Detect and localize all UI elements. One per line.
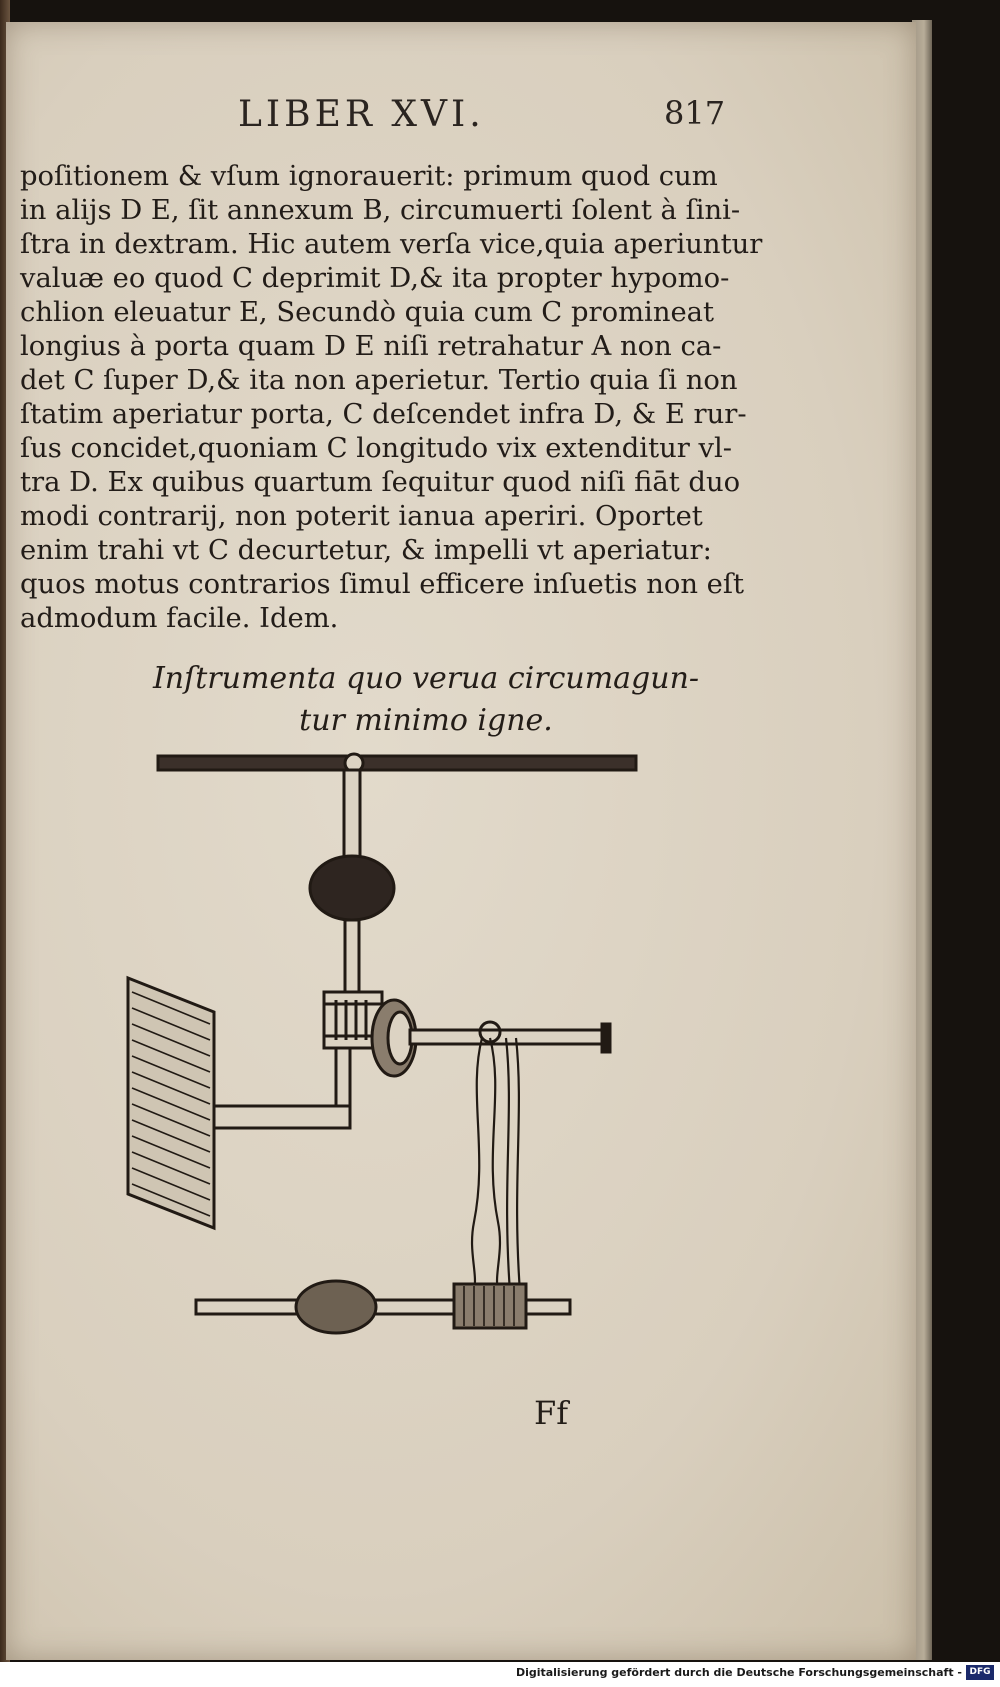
body-text bbox=[20, 160, 763, 636]
text-line: tra D. Ex quibus quartum ſequitur quod niſi fiāt duo bbox=[20, 467, 741, 498]
caption-line: tur minimo igne. bbox=[299, 703, 553, 738]
right-axle bbox=[410, 1030, 606, 1044]
vertical-shaft bbox=[344, 770, 360, 858]
text-line: quos motus contrarios ſimul efficere inſuetis non eſt bbox=[20, 569, 745, 600]
text-line: modi contrarij, non poterit ianua aperiri. Oportet bbox=[20, 501, 703, 532]
chain bbox=[472, 1038, 520, 1292]
text-line: enim trahi vt C decurtetur, & impelli vt aperiatur: bbox=[20, 535, 712, 566]
running-title: LIBER XVI. bbox=[238, 94, 485, 135]
text-line: ſtra in dextram. Hic autem verſa vice,quia aperiuntur bbox=[20, 229, 763, 260]
text-line: poſitionem & vſum ignorauerit: primum quod cum bbox=[20, 161, 718, 192]
caption-line: Inſtrumenta quo verua circumagun- bbox=[152, 661, 700, 696]
footer-credit: Digitalisierung gefördert durch die Deutsche Forschungsgemeinschaft - bbox=[515, 1666, 962, 1679]
text-line: det C ſuper D,& ita non aperietur. Tertio quia ſi non bbox=[20, 365, 738, 396]
text-line: ſus concidet,quoniam C longitudo vix extenditur vl- bbox=[20, 433, 733, 464]
text-line: in alijs D E, ſit annexum B, circumuerti ſolent à ſini- bbox=[20, 195, 741, 226]
text-line: chlion eleuatur E, Secundò quia cum C promineat bbox=[20, 297, 715, 328]
text-line: admodum facile. Idem. bbox=[20, 603, 339, 634]
footer-bar bbox=[0, 1662, 1000, 1687]
book-page bbox=[6, 22, 916, 1660]
figure-caption bbox=[106, 658, 746, 742]
spit-barrel bbox=[296, 1281, 376, 1333]
text-line: longius à porta quam D E niſi retrahatur A non ca- bbox=[20, 331, 722, 362]
top-bar bbox=[158, 756, 636, 770]
dfg-logo: DFG bbox=[966, 1665, 994, 1680]
vane bbox=[310, 856, 394, 920]
grill-plate bbox=[128, 978, 214, 1228]
page-number: 817 bbox=[664, 94, 726, 132]
page-header bbox=[6, 94, 916, 144]
woodcut-illustration bbox=[118, 752, 658, 1382]
signature-mark: Ff bbox=[534, 1394, 569, 1432]
text-line: valuæ eo quod C deprimit D,& ita propter hypomo- bbox=[20, 263, 730, 294]
text-line: ſtatim aperiatur porta, C deſcendet infra D, & E rur- bbox=[20, 399, 747, 430]
